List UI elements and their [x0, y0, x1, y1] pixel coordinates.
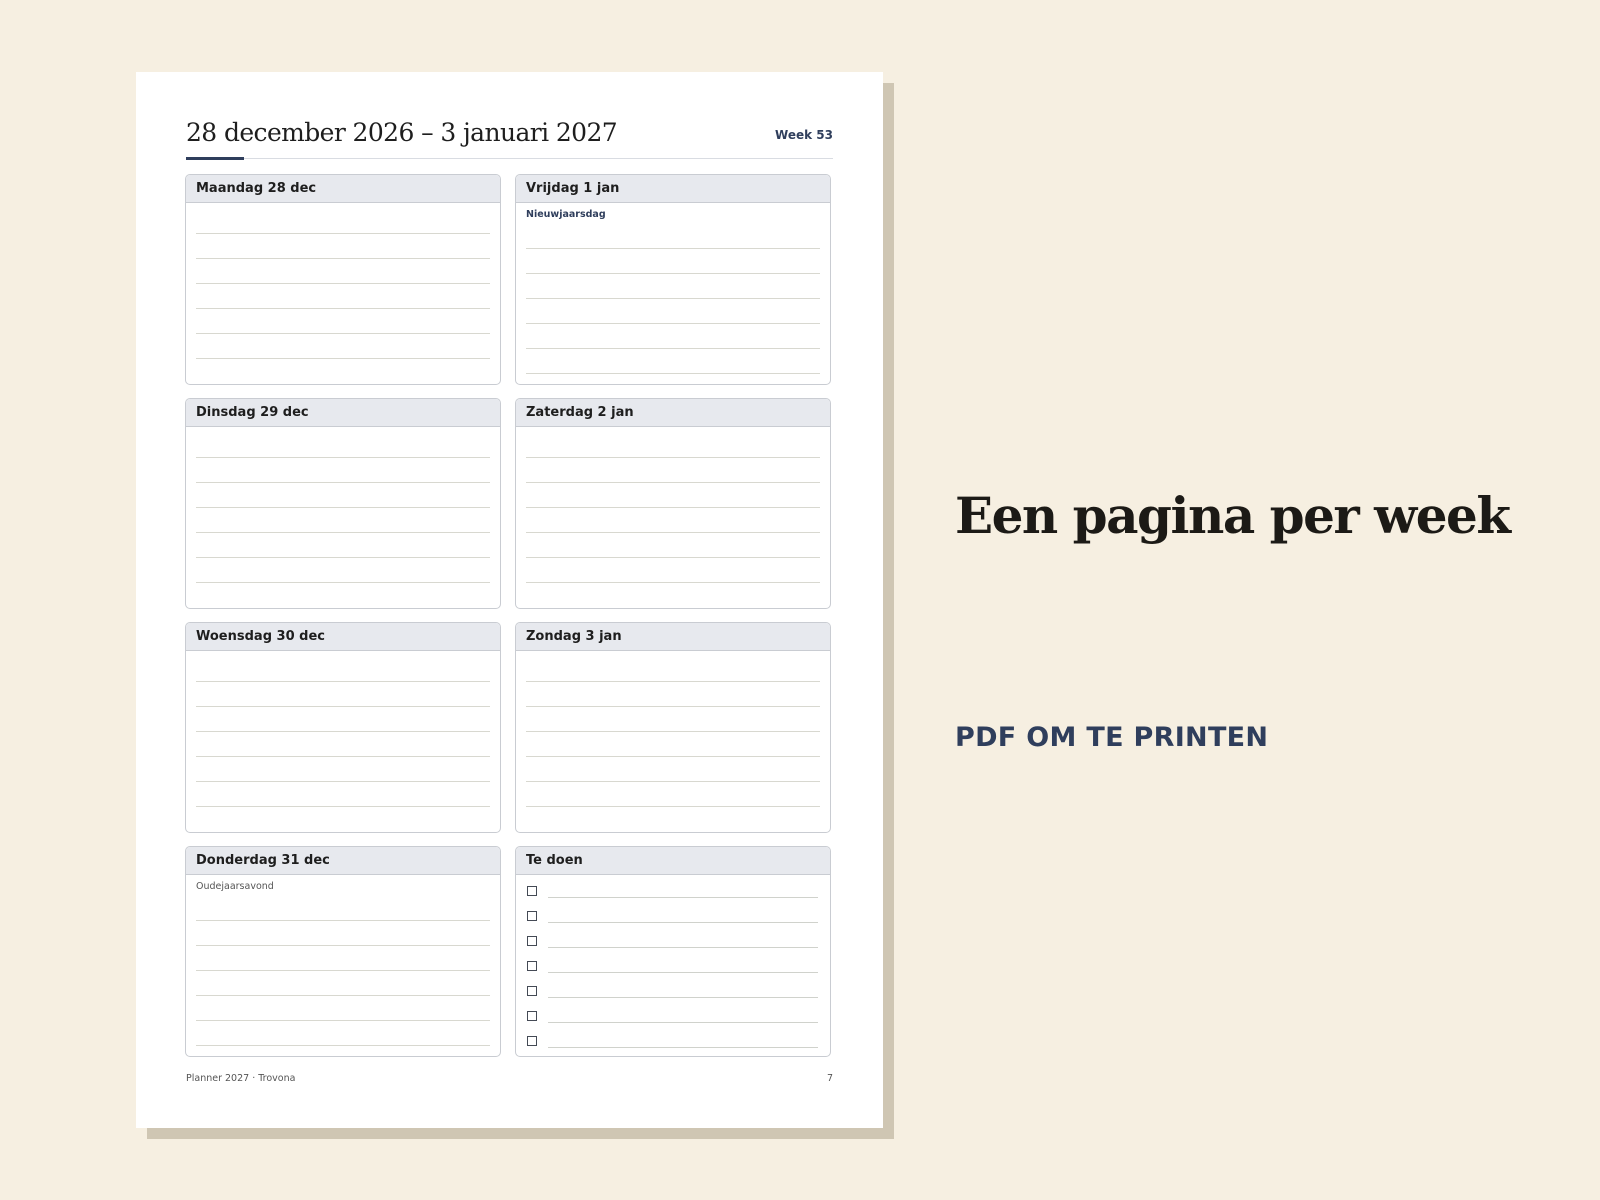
ruled-line	[526, 781, 820, 782]
ruled-line	[196, 970, 490, 971]
todo-item	[527, 1011, 818, 1025]
todo-line	[548, 947, 818, 948]
day-box-friday	[515, 174, 831, 385]
ruled-line	[196, 1045, 490, 1046]
day-box-sunday	[515, 622, 831, 833]
todo-list	[516, 875, 830, 1056]
day-header: Zondag 3 jan	[516, 623, 830, 651]
ruled-line	[526, 557, 820, 558]
ruled-line	[196, 457, 490, 458]
ruled-line	[196, 681, 490, 682]
day-box-thursday	[185, 846, 501, 1057]
ruled-line	[526, 681, 820, 682]
todo-header: Te doen	[516, 847, 830, 875]
page-footer: Planner 2027 · Trovona	[186, 1073, 296, 1084]
holiday-note: Nieuwjaarsdag	[526, 209, 606, 220]
checkbox[interactable]	[527, 1036, 537, 1046]
todo-item	[527, 886, 818, 900]
todo-line	[548, 997, 818, 998]
day-box-wednesday	[185, 622, 501, 833]
ruled-line	[196, 482, 490, 483]
day-header: Dinsdag 29 dec	[186, 399, 500, 427]
todo-item	[527, 1036, 818, 1050]
title-underline	[186, 157, 244, 160]
ruled-line	[196, 507, 490, 508]
day-header: Vrijdag 1 jan	[516, 175, 830, 203]
ruled-line	[196, 308, 490, 309]
day-lines	[186, 427, 500, 608]
ruled-line	[196, 706, 490, 707]
ruled-line	[196, 358, 490, 359]
ruled-line	[196, 333, 490, 334]
day-header: Donderdag 31 dec	[186, 847, 500, 875]
todo-line	[548, 1022, 818, 1023]
week-title: 28 december 2026 – 3 januari 2027	[186, 118, 618, 147]
ruled-line	[196, 731, 490, 732]
day-header: Maandag 28 dec	[186, 175, 500, 203]
checkbox[interactable]	[527, 911, 537, 921]
ruled-line	[526, 507, 820, 508]
ruled-line	[196, 781, 490, 782]
ruled-line	[196, 233, 490, 234]
page-header	[186, 114, 833, 159]
ruled-line	[526, 482, 820, 483]
ruled-line	[526, 756, 820, 757]
ruled-line	[196, 557, 490, 558]
ruled-line	[526, 298, 820, 299]
ruled-line	[526, 731, 820, 732]
ruled-line	[526, 457, 820, 458]
todo-line	[548, 1047, 818, 1048]
ruled-line	[196, 995, 490, 996]
ruled-line	[526, 806, 820, 807]
week-number: Week 53	[775, 128, 833, 142]
ruled-line	[196, 756, 490, 757]
todo-line	[548, 972, 818, 973]
day-header: Woensdag 30 dec	[186, 623, 500, 651]
ruled-line	[196, 582, 490, 583]
day-lines	[186, 875, 500, 1056]
promo-headline: Een pagina per week	[955, 486, 1510, 545]
day-note: Oudejaarsavond	[196, 881, 274, 892]
ruled-line	[196, 258, 490, 259]
ruled-line	[196, 283, 490, 284]
day-lines	[186, 203, 500, 384]
checkbox[interactable]	[527, 886, 537, 896]
checkbox[interactable]	[527, 1011, 537, 1021]
day-lines	[516, 203, 830, 384]
ruled-line	[526, 532, 820, 533]
todo-box	[515, 846, 831, 1057]
checkbox[interactable]	[527, 936, 537, 946]
ruled-line	[526, 373, 820, 374]
ruled-line	[196, 532, 490, 533]
page-number: 7	[826, 1073, 833, 1084]
todo-line	[548, 922, 818, 923]
ruled-line	[196, 920, 490, 921]
day-lines	[516, 427, 830, 608]
ruled-line	[196, 945, 490, 946]
todo-item	[527, 961, 818, 975]
ruled-line	[526, 706, 820, 707]
todo-item	[527, 936, 818, 950]
day-box-tuesday	[185, 398, 501, 609]
todo-line	[548, 897, 818, 898]
day-lines	[516, 651, 830, 832]
todo-item	[527, 986, 818, 1000]
ruled-line	[526, 323, 820, 324]
ruled-line	[526, 248, 820, 249]
day-box-monday	[185, 174, 501, 385]
checkbox[interactable]	[527, 986, 537, 996]
promo-subline: PDF OM TE PRINTEN	[955, 722, 1269, 753]
ruled-line	[196, 1020, 490, 1021]
ruled-line	[526, 348, 820, 349]
ruled-line	[526, 273, 820, 274]
day-header: Zaterdag 2 jan	[516, 399, 830, 427]
ruled-line	[526, 582, 820, 583]
todo-item	[527, 911, 818, 925]
checkbox[interactable]	[527, 961, 537, 971]
ruled-line	[196, 806, 490, 807]
planner-page	[136, 72, 883, 1128]
day-lines	[186, 651, 500, 832]
day-box-saturday	[515, 398, 831, 609]
